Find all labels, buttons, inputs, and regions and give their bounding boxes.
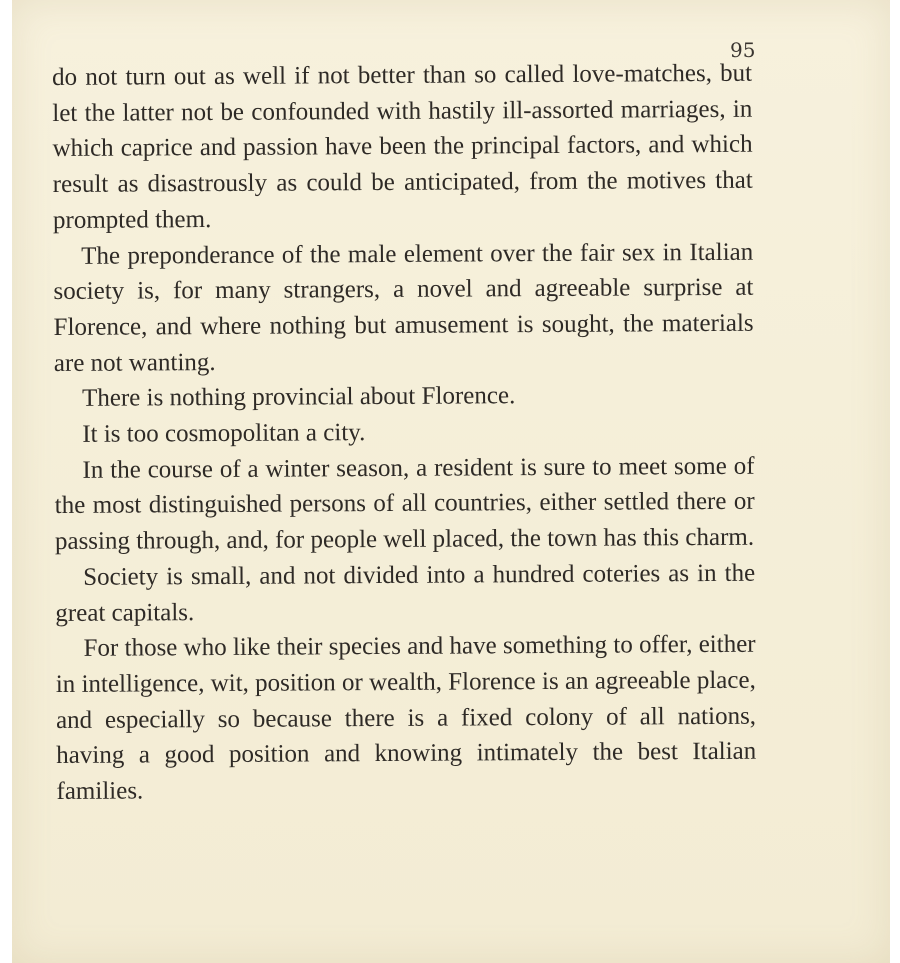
book-page: [12, 0, 890, 963]
paragraph: It is too cosmopolitan a city.: [82, 419, 366, 448]
paragraph: In the course of a winter season, a resident is sure to meet some of the most distinguished persons of all countries, either settled there or passing through, and, for people well placed, the town has this charm.: [54, 452, 755, 556]
paragraph: For those who like their species and have something to offer, either in intelligence, wit, position or wealth, Florence is an agreeable place, and especially so because there is a fixed colony of all nations, having a good position and knowing intimately the best Italian families.: [55, 630, 757, 806]
paragraph: There is nothing provincial about Florence.: [81, 382, 516, 413]
paragraph: Society is small, and not divided into a hundred coteries as in the great capitals.: [55, 559, 756, 627]
page-number: 95: [730, 38, 756, 62]
body-text: [52, 56, 757, 810]
paragraph: The preponderance of the male element over the fair sex in Italian society is, for many strangers, a novel and agreeable surprise at Florence, and where nothing but amusement is sought, the materials are not wanting.: [53, 238, 754, 377]
paragraph: do not turn out as well if not better than so called love-matches, but let the latter not be confounded with hastily ill-assorted marriages, in which caprice and passion have been the principal factors, and which result as disastrously as could be anticipated, from the motives that prompted them.: [52, 59, 753, 234]
